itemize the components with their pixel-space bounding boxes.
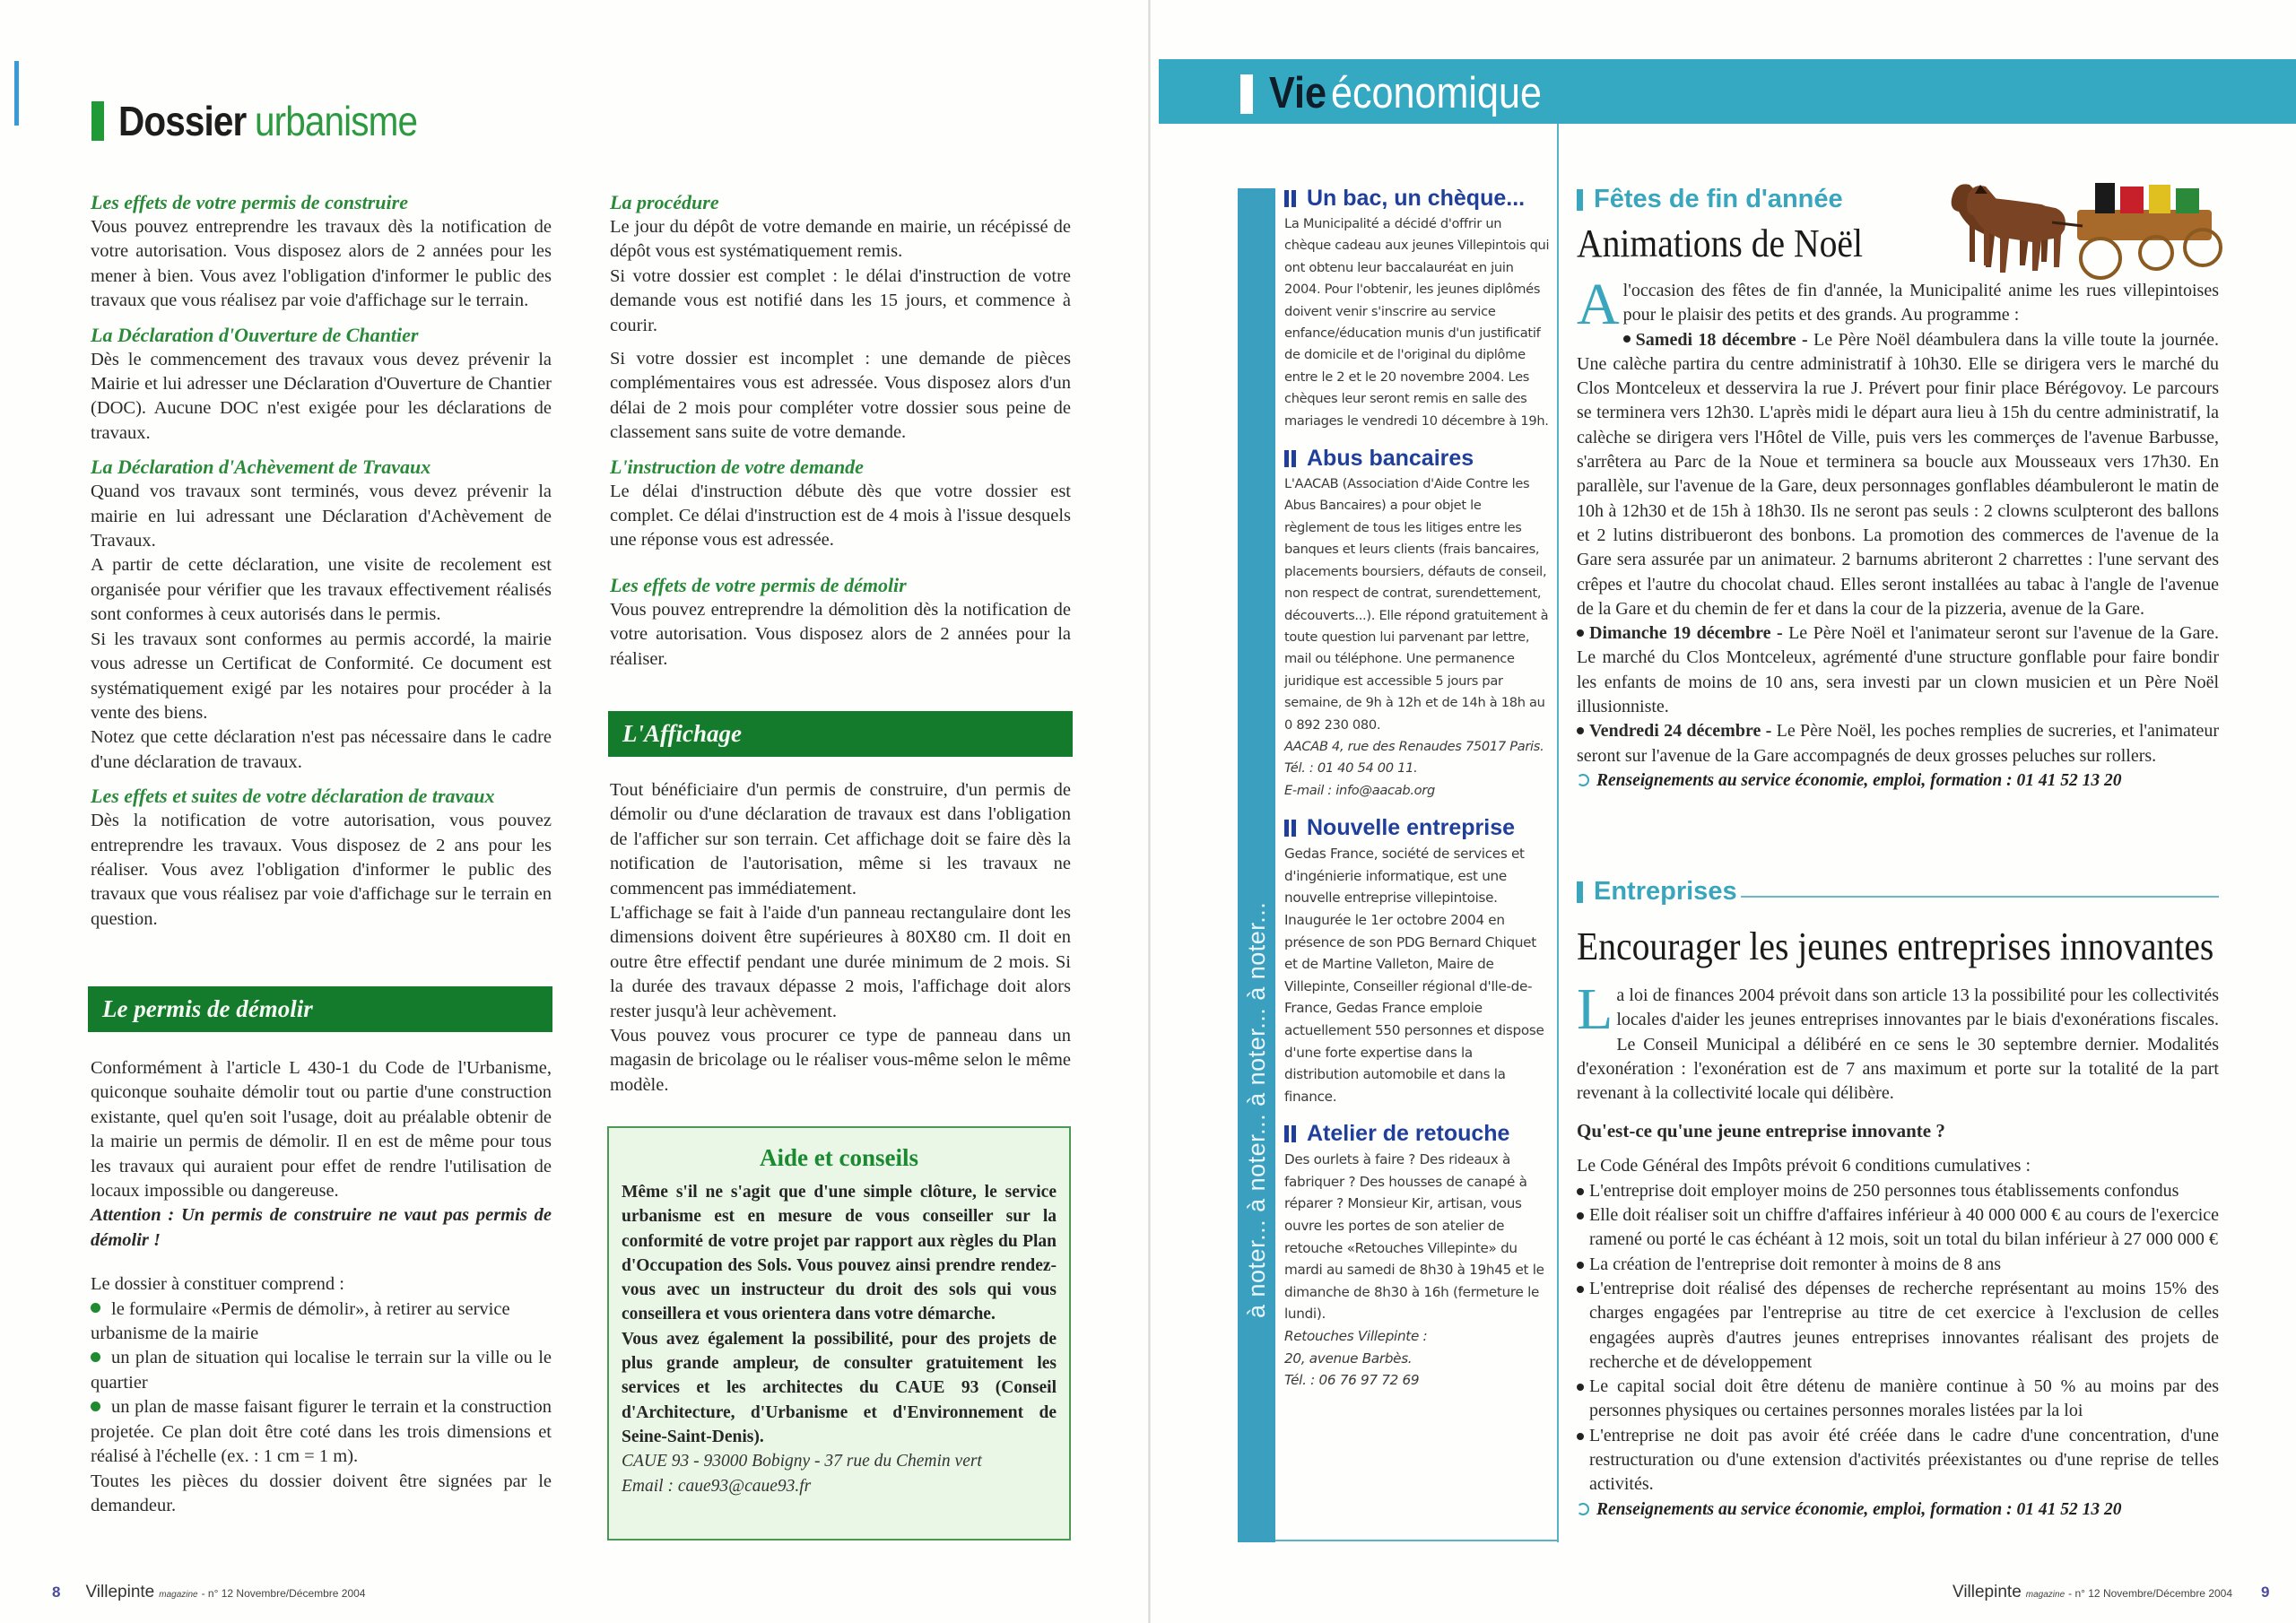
bullet-icon: [1577, 629, 1584, 637]
subheading: Les effets de votre permis de démolir: [610, 573, 907, 596]
magazine-sub: magazine: [159, 1590, 198, 1600]
bullet-icon: [1577, 1384, 1584, 1391]
drop-cap: A: [1577, 272, 1620, 337]
page-number: 9: [2261, 1584, 2270, 1601]
paragraph: Si les travaux sont conformes au permis accordé, la mairie vous adresse un Certificat de Conformité. Ce document est systématiquement exigé par les notaires pour procéder à la vente des biens.: [91, 629, 552, 723]
list-item: le formulaire «Permis de démolir», à retirer au service urbanisme de la mairie: [91, 1298, 510, 1344]
note-body: Gedas France, société de services et d'ingénierie informatique, est une nouvelle entreprise villepintoise. Inaugurée le 1er octobre 2004 en présence de son PDG Bernard Chiquet et de Martine Valleton, Maire de Villepinte, Conseiller régional d'Ile-de-France, Gedas France emploie actuellement 550 personnes et dispose d'une forte expertise dans la distribution automobile et dans la finance.: [1284, 846, 1544, 1105]
paragraph: Dès le commencement des travaux vous devez prévenir la Mairie et lui adresser une Déclaration d'Ouverture de Chantier (DOC). Aucune DOC n'est exigée pour les déclarations de travaux.: [91, 349, 552, 443]
subheading: Les effets de votre permis de construire: [91, 191, 408, 213]
aide-title: Aide et conseils: [760, 1144, 918, 1171]
title-bar-icon: [91, 101, 104, 141]
question-heading: Qu'est-ce qu'une jeune entreprise innovante ?: [1577, 1120, 1945, 1142]
paragraph: L'affichage se fait à l'aide d'un panneau rectangulaire dont les dimensions doivent être supérieures à 80X80 cm. Il doit en outre être effectif pendant une durée minimum de 2 mois. Si la durée des travaux dépasse 2 mois, l'affichage doit alors rester jusqu'à leur achèvement.: [610, 903, 1071, 1021]
caue-email: Email : caue93@caue93.fr: [622, 1476, 812, 1496]
list-item: L'entreprise doit employer moins de 250 personnes tous établissements confondus: [1577, 1179, 2219, 1203]
list-intro: Le dossier à constituer comprend :: [91, 1274, 344, 1295]
note-body: L'AACAB (Association d'Aide Contre les Abus Bancaires) a pour objet le règlement de tous les litiges entre les banques et leurs clients (frais bancaires, placements boursiers, défauts de conseil, non respect de contrat, surendettement, découverts...). Elle répond gratuitement à toute question lui parvenant par lettre, mail ou téléphone. Une permanence juridique est accessible 5 jours par semaine, de 9h à 12h et de 14h à 18h au 0 892 230 080.: [1284, 476, 1549, 733]
bullet-icon: [1623, 335, 1631, 343]
banner-affichage: L'Affichage: [608, 711, 1073, 757]
paragraph: Toutes les pièces du dossier doivent être signées par le demandeur.: [91, 1471, 552, 1515]
conditions-list: [1577, 1179, 2219, 1497]
entreprises-article: [1577, 877, 2219, 1522]
list-item: La création de l'entreprise doit remonter à moins de 8 ans: [1577, 1253, 2219, 1277]
article-body: La loi de finances 2004 prévoit dans son article 13 la possibilité pour les collectivités locales d'aider les jeunes entreprises innovantes par le biais d'exonérations fiscales. Le Conseil Municipal a délibéré en ce sens le 30 septembre dernier. Modalités d'exonération : l'exonération est de 7 ans maximum et porte sur la totalité de la part revenant à la collectivité locale qui délibère.: [1577, 976, 2219, 1104]
bullet-icon: [91, 1402, 100, 1411]
note-title: Atelier de retouche: [1284, 1118, 1550, 1149]
caue-address: CAUE 93 - 93000 Bobigny - 37 rue du Chemin vert: [622, 1452, 982, 1471]
paragraph: A partir de cette déclaration, une visite de recolement est organisée pour vérifier que les travaux effectivement réalisés sont conformes à ceux autorisés dans le permis.: [91, 555, 552, 625]
paragraph: Vous avez également la possibilité, pour des projets de plus grande ampleur, de consulter gratuitement les services et les architectes du CAUE 93 (Conseil d'Architecture, d'Urbanisme et d'Environnement de Seine-Saint-Denis).: [622, 1329, 1057, 1446]
magazine-name: Villepinte: [85, 1583, 155, 1601]
note-contact: Retouches Villepinte :: [1284, 1328, 1428, 1345]
paragraph: Le délai d'instruction débute dès que votre dossier est complet. Ce délai d'instruction est de 4 mois à l'issue desquels une réponse vous est adressée.: [610, 481, 1071, 551]
magazine-issue: - n° 12 Novembre/Décembre 2004: [2068, 1587, 2233, 1600]
list-item: L'entreprise ne doit pas avoir été créée dans le cadre d'une concentration, d'une restructuration ou d'une extension d'activités préexistantes ou d'une reprise de telles activités.: [1577, 1424, 2219, 1497]
notes-column: [1284, 183, 1550, 1392]
left-column-1: [91, 190, 552, 932]
subheading: Les effets et suites de votre déclaration de travaux: [91, 785, 495, 808]
section-title-light: urbanisme: [254, 98, 417, 144]
day-entry: Vendredi 24 décembre - Le Père Noël, les poches remplies de sucreries, et l'animateur seront sur l'avenue de la Gare accompagnés de deux grosses peluches sur rollers.: [1577, 721, 2219, 766]
info-line: Renseignements au service économie, emploi, formation : 01 41 52 13 20: [1577, 768, 2219, 793]
paragraph: Conformément à l'article L 430-1 du Code de l'Urbanisme, quiconque souhaite démolir tout ou partie d'une construction existante, quel qu'en soit l'usage, doit au préalable obtenir de la mairie un permis de démolir. Il en est de même pour tous les travaux qui auraient pour effet de rendre l'utilisation de locaux impossible ou dangereuse.: [91, 1058, 552, 1202]
kicker-entreprises: Entreprises: [1577, 877, 2219, 907]
section-title-dossier: [91, 97, 439, 145]
bullet-icon: [1577, 727, 1584, 734]
notes-box-border-bottom: [1238, 1540, 1559, 1541]
section-title-vie: [1240, 69, 1570, 117]
list-item: un plan de masse faisant figurer le terrain et la construction projetée. Ce plan doit être coté dans les trois dimensions et réalisé à l'échelle (ex. : 1 cm = 1 m).: [91, 1397, 552, 1467]
list-item: L'entreprise doit réalisé des dépenses de recherche représentant au moins 15% des charges engagées par l'entreprise au titre de cet exercice à l'exclusion de celles engagées auprès d'autres jeunes entreprises innovantes réalisant des projets de recherche et de développement: [1577, 1277, 2219, 1375]
note-title: Abus bancaires: [1284, 443, 1550, 473]
note-contact: 20, avenue Barbès.: [1284, 1350, 1413, 1367]
aide-conseils-box: [607, 1126, 1071, 1541]
magazine-sub: magazine: [2025, 1590, 2066, 1600]
a-noter-strip: [1238, 188, 1275, 1542]
subheading: L'instruction de votre demande: [610, 455, 864, 478]
section-title-light: économique: [1330, 69, 1542, 117]
bullet-icon: [91, 1352, 100, 1362]
page-number: 8: [52, 1584, 61, 1601]
bullet-icon: [1577, 1188, 1584, 1195]
banner-permis-demolir: Le permis de démolir: [88, 986, 552, 1032]
paragraph: Quand vos travaux sont terminés, vous devez prévenir la mairie en lui adressant une Déclaration d'Achèvement de Travaux.: [91, 482, 552, 551]
list-intro: Le Code Général des Impôts prévoit 6 conditions cumulatives :: [1577, 1156, 2031, 1176]
demolir-section: [91, 1056, 552, 1518]
paragraph: Le jour du dépôt de votre demande en mairie, un récépissé de dépôt vous est systématiquement remis.: [610, 217, 1071, 262]
subheading: La Déclaration d'Achèvement de Travaux: [91, 456, 431, 479]
kicker-bar-icon: [1577, 881, 1583, 903]
note-title: Un bac, un chèque...: [1284, 183, 1550, 213]
section-title-bold: Vie: [1269, 69, 1326, 117]
double-bar-icon: [1284, 190, 1296, 207]
bullet-icon: [1577, 1286, 1584, 1293]
paragraph: Vous pouvez entreprendre la démolition dès la notification de votre autorisation. Vous disposez alors de 2 années pour la réaliser.: [610, 599, 1071, 669]
magazine-issue: - n° 12 Novembre/Décembre 2004: [201, 1587, 366, 1600]
note-title: Nouvelle entreprise: [1284, 812, 1550, 843]
notes-box-border: [1557, 124, 1559, 1542]
list-item: Elle doit réaliser soit un chiffre d'affaires inférieur à 40 000 000 € au cours de l'exercice ramené ou porté le cas échéant à 12 mois, soit un total du bilan inférieur à 27 000 000 €: [1577, 1203, 2219, 1253]
page-edge-tab: [14, 61, 19, 126]
note-body: Des ourlets à faire ? Des rideaux à fabriquer ? Des housses de canapé à réparer ? Monsieur Kir, artisan, vous ouvre les portes de son atelier de retouche «Retouches Villepinte» du mardi au samedi de 8h30 à 19h45 et le dimanche de 8h30 à 16h (fermeture le lundi).: [1284, 1151, 1544, 1323]
paragraph: Notez que cette déclaration n'est pas nécessaire dans le cadre d'une déclaration de travaux.: [91, 727, 552, 772]
paragraph: Vous pouvez entreprendre les travaux dès la notification de votre autorisation. Vous disposez alors de 2 années pour les mener à bien. Vous avez l'obligation d'informer le public des travaux que vous réalisez par voie d'affichage sur le terrain.: [91, 217, 552, 311]
arrow-icon: [1577, 774, 1589, 786]
article-title: Encourager les jeunes entreprises innovantes: [1577, 924, 2214, 968]
title-bar-icon: [1240, 74, 1253, 114]
arrow-icon: [1577, 1503, 1589, 1515]
double-bar-icon: [1284, 820, 1296, 837]
footer-right: [1952, 1583, 2269, 1602]
footer-left: [52, 1583, 365, 1602]
paragraph: Si votre dossier est incomplet : une demande de pièces complémentaires vous est adressée. Vous disposez alors d'un délai de 2 mois pour compléter votre dossier sous peine de classement sans suite de votre demande.: [610, 349, 1071, 443]
info-line: Renseignements au service économie, emploi, formation : 01 41 52 13 20: [1577, 1497, 2219, 1522]
attention-note: Attention : Un permis de construire ne vaut pas permis de démolir !: [91, 1205, 552, 1250]
day-entry: Dimanche 19 décembre - Le Père Noël et l'animateur seront sur l'avenue de la Gare. Le marché du Clos Montceleux, agrémenté d'une structure gonflable pour faire bondir les enfants de moins de 10 ans, sera investi par un clown musicien et un Père Noël illusionniste.: [1577, 623, 2220, 717]
fetes-article: [1577, 185, 2219, 793]
affichage-section: [610, 778, 1071, 1098]
paragraph: Vous pouvez vous procurer ce type de panneau dans un magasin de bricolage ou le réaliser vous-même selon le même modèle.: [610, 1026, 1071, 1095]
left-column-2: [610, 190, 1071, 672]
section-title-bold: Dossier: [118, 98, 247, 144]
bullet-icon: [1577, 1212, 1584, 1219]
kicker-fetes: Fêtes de fin d'année: [1577, 185, 2219, 214]
double-bar-icon: [1284, 450, 1296, 467]
subheading: La Déclaration d'Ouverture de Chantier: [91, 323, 419, 346]
bullet-icon: [91, 1303, 100, 1313]
paragraph: Si votre dossier est complet : le délai d'instruction de votre demande vous est notifié dans les 15 jours, et commence à courir.: [610, 265, 1071, 335]
paragraph: Dès la notification de votre autorisation, vous pouvez entreprendre les travaux. Vous disposez de 2 ans pour les réaliser. Vous avez l'obligation d'informer le public des travaux que vous réalisez par voie d'affichage sur le terrain en question.: [91, 811, 552, 929]
note-contact: AACAB 4, rue des Renaudes 75017 Paris. Tél. : 01 40 54 00 11.: [1284, 738, 1544, 777]
double-bar-icon: [1284, 1125, 1296, 1142]
list-item: un plan de situation qui localise le terrain sur la ville ou le quartier: [91, 1348, 552, 1393]
page-gutter: [1148, 0, 1151, 1623]
subheading: La procédure: [610, 191, 719, 213]
drop-cap: L: [1577, 976, 1613, 1042]
bullet-icon: [1577, 1433, 1584, 1440]
a-noter-label: à noter... à noter... à noter... à noter...: [1243, 901, 1270, 1318]
article-title: Animations de Noël: [1577, 221, 1863, 265]
paragraph: Tout bénéficiaire d'un permis de construire, d'un permis de démolir ou d'une déclaration de travaux est dans l'obligation de l'afficher sur son terrain. Cet affichage doit se faire dès la notification de l'autorisation, même si les travaux ne commencent pas immédiatement.: [610, 780, 1071, 898]
kicker-rule: [1741, 896, 2219, 898]
note-phone: Tél. : 06 76 97 72 69: [1284, 1372, 1420, 1389]
bullet-icon: [1577, 1262, 1584, 1269]
note-email: E-mail : info@aacab.org: [1284, 782, 1435, 798]
kicker-bar-icon: [1577, 189, 1583, 211]
list-item: Le capital social doit être détenu de manière continue à 50 % au moins par des personnes physiques ou certaines personnes morales listées par la loi: [1577, 1375, 2219, 1424]
article-body: Al'occasion des fêtes de fin d'année, la Municipalité anime les rues villepintoises pour le plaisir des petits et des grands. Au programme : Samedi 18 décembre - Le Père Noël déambulera dans la ville toute la journée. Une calèche partira du centre administratif à 10h30. Elle se dirigera vers le marché du Clos Montceleux et desservira la rue J. Prévert pour finir place Bérégovoy. Le parcours se terminera vers 12h30. L'après midi le départ aura lieu à 15h du centre administratif, la calèche se dirigera vers l'Hôtel de Ville, puis vers les commerçes de l'avenue Barbusse, s'arrêtera au Parc de la Noue et terminera sa boucle aux Mousseaux vers 17h30. En parallèle, sur l'avenue de la Gare, deux personnages gonflables déambuleront le matin de 10h à 12h30 et de 15h à 18h30. Ils ne seront pas seuls : 2 clowns sculpteront des ballons et 2 lutins distribueront des bonbons. La promotion des commerces de l'avenue de la Gare sera assurée par un animateur. 2 barnums abriteront 2 charrettes : l'une servant des crêpes et l'autre du chocolat chaud. Elles seront installées au tabac à l'angle de l'avenue de la Gare et du chemin de fer et dans la cour de la pizzeria, avenue de la Gare. Dimanche 19 décembre - Le Père Noël et l'animateur seront sur l'avenue de la Gare. Le marché du Clos Montceleux, agrémenté d'une structure gonflable pour faire bondir les enfants de moins de 10 ans, sera investi par un clown musicien et un Père Noël illusionniste. Vendredi 24 décembre - Le Père Noël, les poches remplies de sucreries, et l'animateur seront sur l'avenue de la Gare accompagnés de deux grosses peluches sur rollers.: [1577, 279, 2219, 768]
note-body: La Municipalité a décidé d'offrir un chèque cadeau aux jeunes Villepintois qui ont obtenu leur baccalauréat en juin 2004. Pour l'obtenir, les jeunes diplômés doivent venir s'inscrire au service enfance/éducation munis d'un justificatif de domicile et de l'original du diplôme entre le 2 et le 20 novembre 2004. Les chèques leur seront remis en salle des mariages le vendredi 10 décembre à 19h.: [1284, 216, 1550, 429]
day-entry: Samedi 18 décembre - Le Père Noël déambulera dans la ville toute la journée. Une calèche partira du centre administratif à 10h30. Elle se dirigera vers le marché du Clos Montceleux et desservira la rue J. Prévert pour finir place Bérégovoy. Le parcours se terminera vers 12h30. L'après midi le départ aura lieu à 15h du centre administratif, la calèche se dirigera vers l'Hôtel de Ville, puis vers les commerçes de l'avenue Barbusse, s'arrêtera au Parc de la Noue et terminera sa boucle aux Mousseaux vers 17h30. En parallèle, sur l'avenue de la Gare, deux personnages gonflables déambuleront le matin de 10h à 12h30 et de 15h à 18h30. Ils ne seront pas seuls : 2 clowns sculpteront des ballons et 2 lutins distribueront des bonbons. La promotion des commerces de l'avenue de la Gare sera assurée par un animateur. 2 barnums abriteront 2 charrettes : l'une servant des crêpes et l'autre du chocolat chaud. Elles seront installées au tabac à l'angle de l'avenue de la Gare et du chemin de fer et dans la cour de la pizzeria, avenue de la Gare.: [1577, 329, 2219, 619]
paragraph: Même s'il ne s'agit que d'une simple clôture, le service urbanisme est en mesure de vous conseiller sur la conformité de votre projet par rapport aux règles du Plan d'Occupation des Sols. Vous pouvez ainsi prendre rendez-vous avec un instructeur du droit des sols qui vous conseillera et vous orientera dans votre démarche.: [622, 1183, 1057, 1324]
magazine-name: Villepinte: [1952, 1583, 2022, 1601]
